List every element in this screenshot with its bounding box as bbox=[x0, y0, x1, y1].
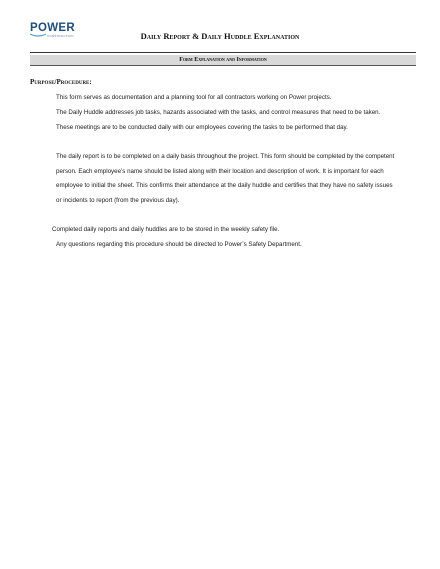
paragraph-questions: Any questions regarding this procedure should be directed to Power’s Safety Department. bbox=[56, 241, 302, 248]
paragraph-form-purpose: This form serves as documentation and a planning tool for all contractors working on Power projects. bbox=[56, 94, 332, 101]
paragraph-storage: Completed daily reports and daily huddles are to be stored in the weekly safety file. bbox=[52, 226, 280, 233]
logo-tagline: CONSTRUCTION bbox=[47, 34, 74, 38]
section-header-bar: Form Explanation and Information bbox=[30, 55, 416, 66]
paragraph-daily-huddle: The Daily Huddle addresses job tasks, hazards associated with the tasks, and control measures that need to be taken. These meetings are to be conducted daily with our employees covering the tasks to be performed that day. bbox=[56, 109, 381, 131]
paragraph-daily-report: The daily report is to be completed on a daily basis throughout the project. This form should be completed by the competent person. Each employee’s name should be listed along with their location and description of work. It is important for each employee to initial the sheet. This confirms their attendance at the daily huddle and certifies that they have no safety issues or incidents to report (from the previous day). bbox=[56, 153, 395, 205]
header-divider bbox=[30, 52, 416, 53]
purpose-heading: Purpose/Procedure: bbox=[30, 78, 92, 86]
document-title: Daily Report & Daily Huddle Explanation bbox=[140, 31, 300, 41]
logo-wordmark: POWER bbox=[30, 22, 75, 34]
